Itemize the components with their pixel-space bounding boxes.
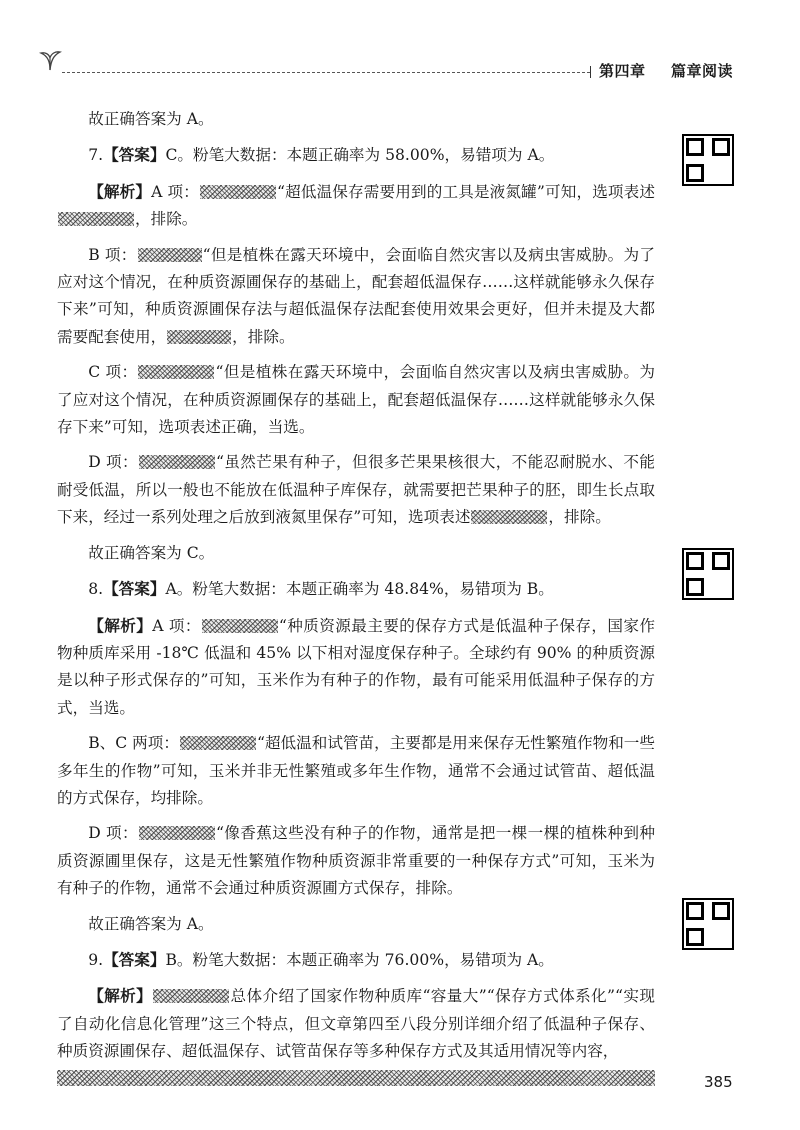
redacted-text [138,248,202,262]
redacted-text [167,330,231,344]
analysis-q9: 【解析】 总体介绍了国家作物种质库“容量大”“保存方式体系化”“实现了自动化信息化管理”这三个特点，但文章第四至八段分别详细介绍了低温种子保存、种质资源圃保存、超低温保存、试管苗保存等多种保存方式及其适用情况等内容， [57,982,655,1085]
redacted-text [200,185,276,199]
redacted-text [471,510,547,524]
page-number: 385 [704,1073,733,1091]
chapter-title: 篇章阅读 [670,62,733,80]
analysis-q7-b: B 项： “但是植株在露天环境中，会面临自然灾害以及病虫害威胁。为了应对这个情况，在种质资源圃保存的基础上，配套超低温保存……这样就能够永久保存下来”可知，种质资源圃保存法与超低温保存法配套使用效果会更好，但并未提及大都需要配套使用， ，排除。 [57,245,655,346]
qr-code-q9[interactable] [682,898,734,950]
answer-q7: 7.【答案】C。粉笔大数据：本题正确率为 58.00%，易错项为 A。 [88,145,555,165]
conclusion-line: 故正确答案为 A。 [88,914,214,933]
analysis-q8-d: D 项： “像香蕉这些没有种子的作物，通常是把一棵一棵的植株种到种质资源圃里保存，这是无性繁殖作物种质资源非常重要的一种保存方式”可知，玉米为有种子的作物，通常不会通过种质资源圃方式保存，排除。 [57,824,655,898]
analysis-q7-d: D 项： “虽然芒果有种子，但很多芒果果核很大，不能忍耐脱水、不能耐受低温，所以一般也不能放在低温种子库保存，就需要把芒果种子的胚，即生长点取下来，经过一系列处理之后放到液氮里保存”可知，选项表述 ，排除。 [57,453,655,527]
header-separator [590,66,597,78]
answer-q9: 9.【答案】B。粉笔大数据：本题正确率为 76.00%，易错项为 A。 [88,949,554,969]
redacted-text [58,212,134,226]
redacted-text [153,989,229,1003]
redacted-text [138,365,214,379]
redacted-text [139,826,215,840]
redacted-text [139,455,215,469]
qr-code-q8[interactable] [682,548,734,600]
page-content [57,106,655,1086]
header-rule [62,72,590,73]
redacted-text [180,736,256,750]
analysis-q8-a: 【解析】A 项： “种质资源最主要的保存方式是低温种子保存，国家作物种质库采用 -18℃ 低温和 45% 以下相对湿度保存种子。全球约有 90% 的种质资源是以种子形式保存的”可知，玉米作为有种子的作物，最有可能采用低温种子保存的方式，当选。 [57,615,655,717]
leaf-icon [38,46,62,72]
qr-code-q7[interactable] [682,134,734,186]
chapter-heading [599,60,733,81]
answer-q8: 8.【答案】A。粉笔大数据：本题正确率为 48.84%，易错项为 B。 [88,579,554,599]
conclusion-line: 故正确答案为 A。 [88,110,214,128]
chapter-number: 第四章 [599,62,646,80]
redacted-text [202,619,278,633]
conclusion-line: 故正确答案为 C。 [88,543,215,562]
analysis-q8-bc: B、C 两项： “超低温和试管苗，主要都是用来保存无性繁殖作物和一些多年生的作物”可知，玉米并非无性繁殖或多年生作物，通常不会通过试管苗、超低温的方式保存，均排除。 [57,734,655,807]
analysis-q7-a: 【解析】A 项： “超低温保存需要用到的工具是液氮罐”可知，选项表述，排除。 [57,178,655,234]
page-header [0,0,800,90]
redacted-line [57,1070,655,1086]
analysis-q7-c: C 项： “但是植株在露天环境中，会面临自然灾害以及病虫害威胁。为了应对这个情况，在种质资源圃保存的基础上，配套超低温保存……这样就能够永久保存下来”可知，选项表述正确，当选。 [57,363,655,437]
